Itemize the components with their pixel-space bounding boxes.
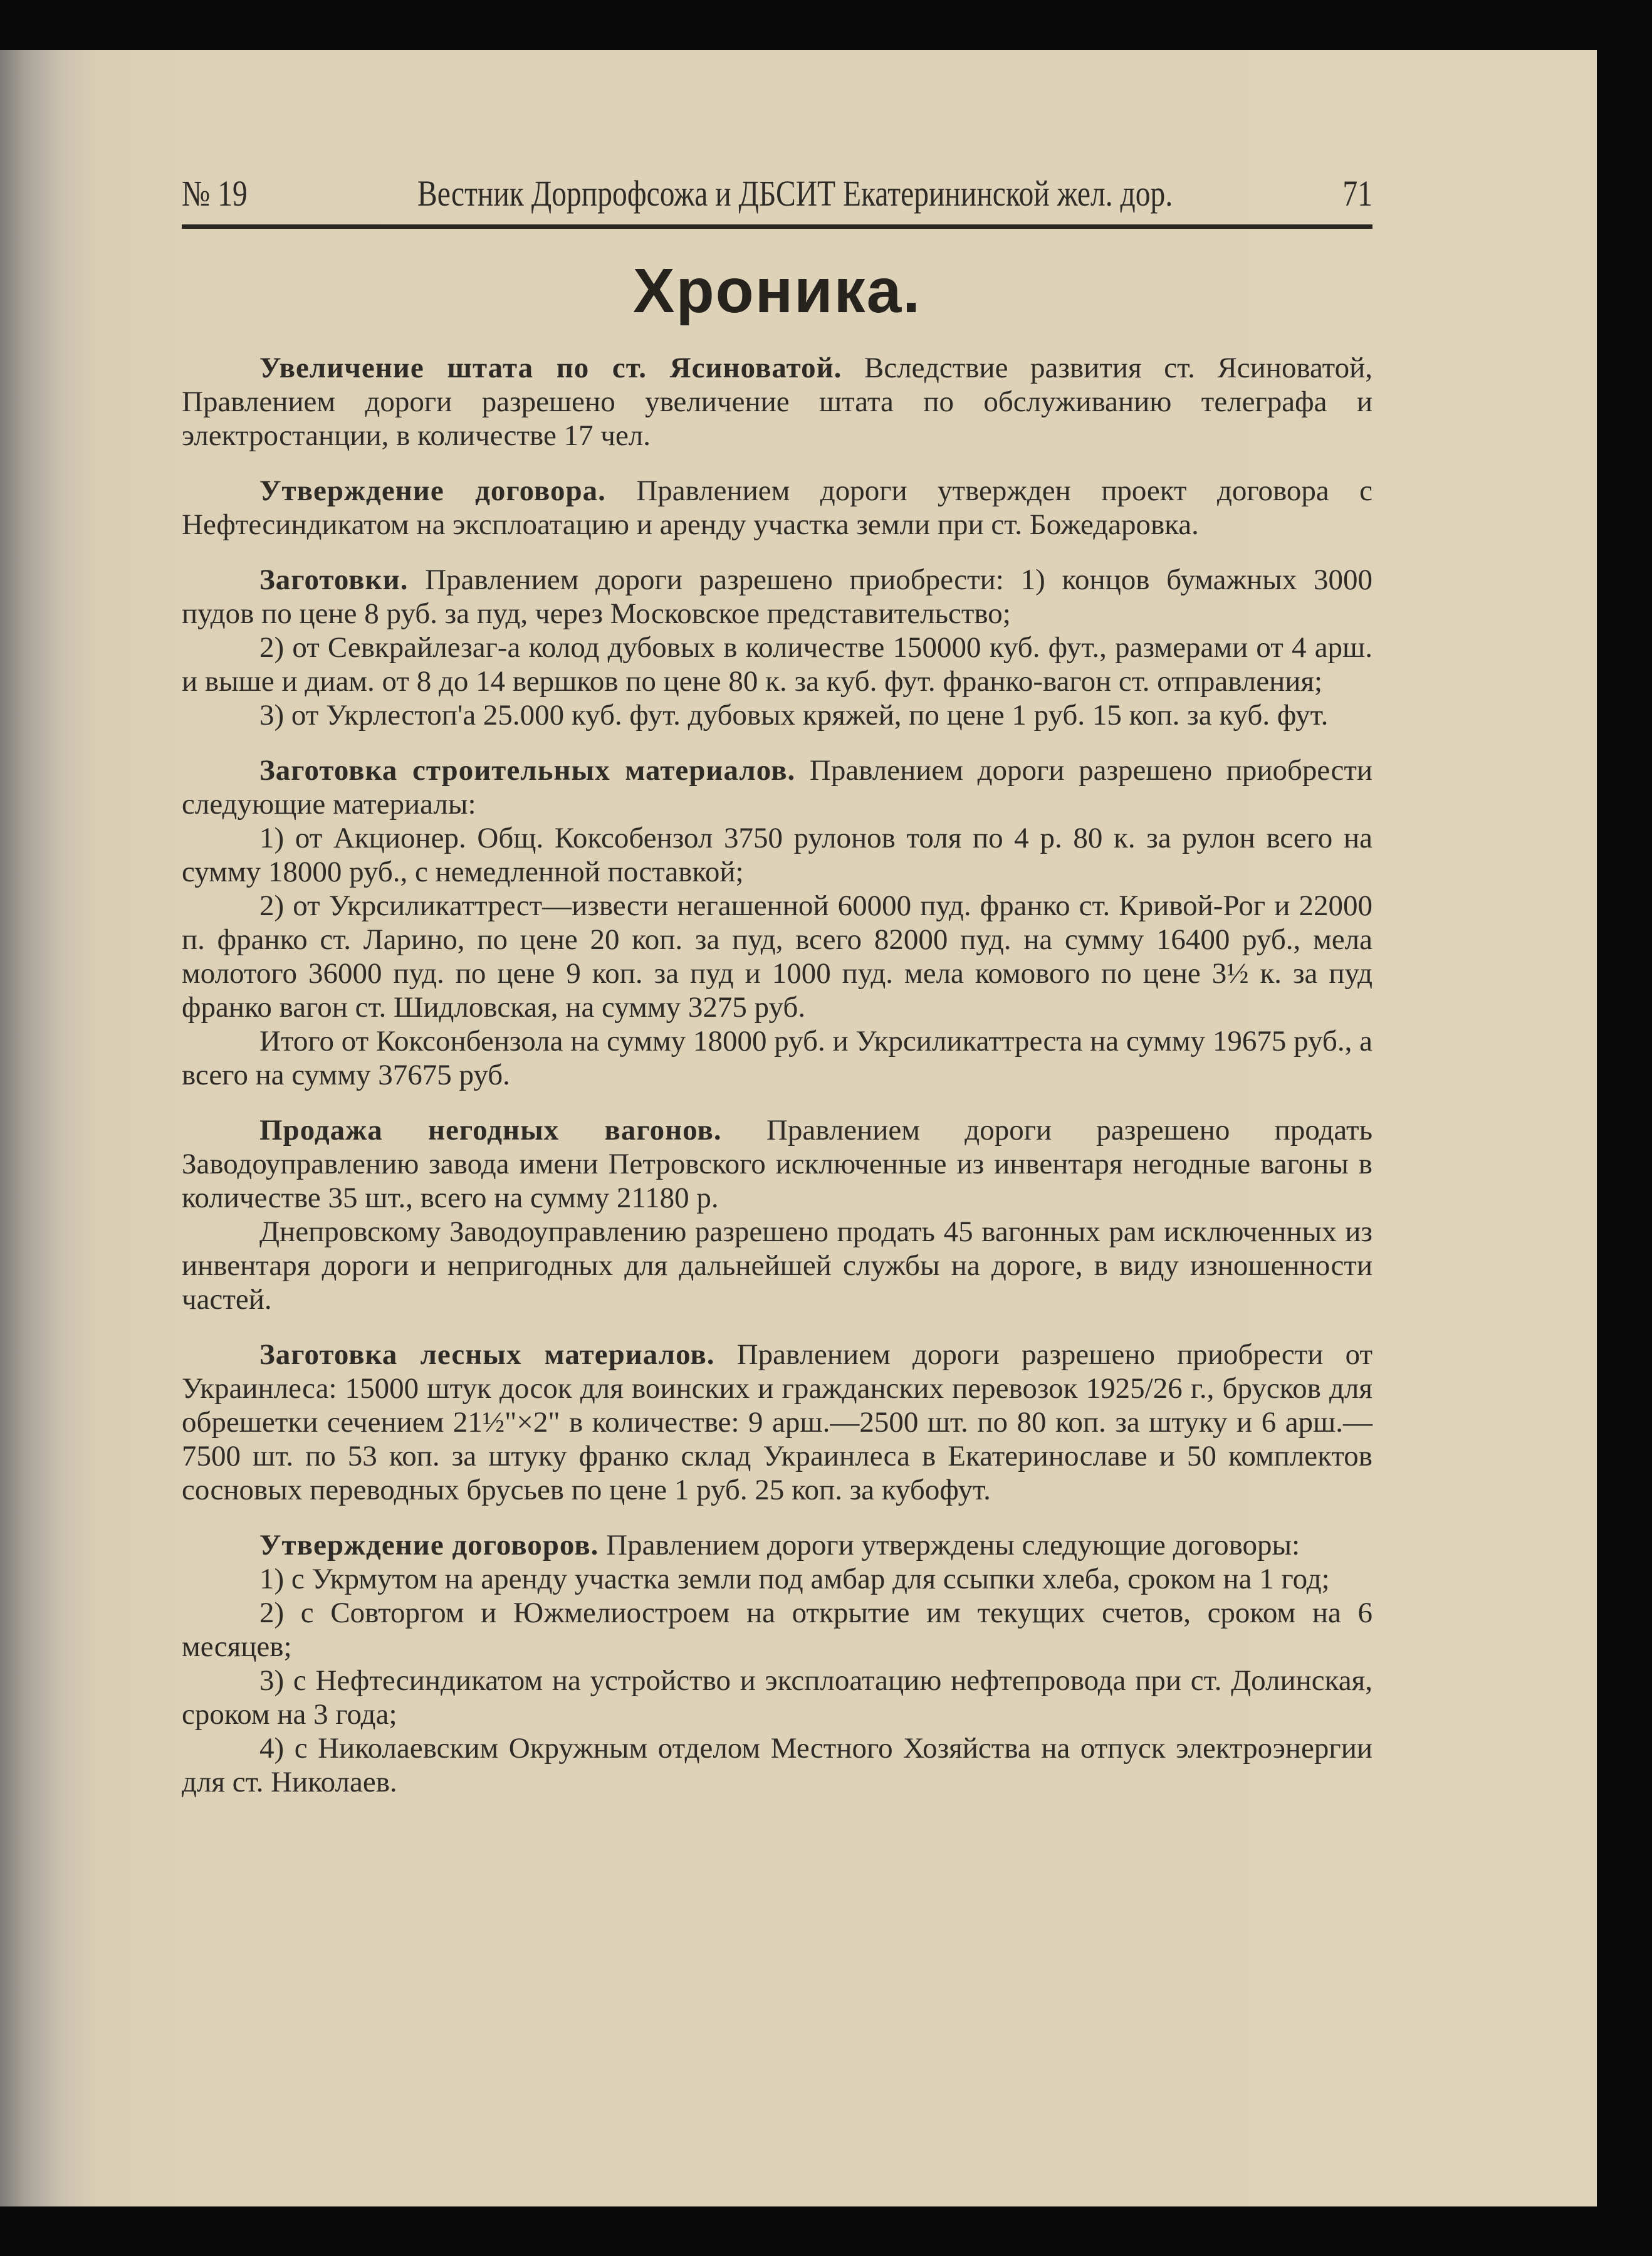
section-text: 2) от Севкрайлезаг-а колод дубовых в количестве 150000 куб. фут., размерами от 4 арш. и выше и диам. от 8 до 14 вершков по цене 80 к. за куб. фут. франко-вагон ст. отправления; [182,631,1372,698]
header-rule [182,224,1372,229]
section-heading: Утверждение договора. [259,475,606,507]
journal-title: Вестник Дорпрофсожа и ДБСИТ Екатерининской жел. дор. [417,173,1173,214]
section-lead-paragraph [182,351,1372,453]
section-paragraph [182,698,1372,732]
chronicle-section [182,753,1372,1092]
chronicle-section [182,1528,1372,1799]
section-text: Днепровскому Заводоуправлению разрешено продать 45 вагонных рам исключенных из инвентаря дороги и непригодных для дальнейшей службы на дороге, в виду изношенности частей. [182,1215,1372,1316]
section-text: Правлением дороги разрешено продать Заводоуправлению завода имени Петровского исключенные из инвентаря негодные вагоны в количестве 35 шт., всего на сумму 21180 р. [182,1114,1373,1214]
section-text: 3) с Нефтесиндикатом на устройство и эксплоатацию нефтепровода при ст. Долинская, сроком на 3 года; [182,1664,1372,1731]
chronicle-sections [182,351,1372,1799]
section-text: Правлением дороги разрешено приобрести от Украинлеса: 15000 штук досок для воинских и гражданских перевозок 1925/26 г., брусков для обрешетки сечением 21½"×2" в количестве: 9 арш.—2500 шт. по 80 коп. за штуку и 6 арш.—7500 шт. по 53 коп. за штуку франко склад Украинлеса в Екатеринославе и 50 комплектов сосновых переводных брусьев по цене 1 руб. 25 коп. за кубофут. [182,1338,1372,1506]
chronicle-section [182,563,1372,732]
issue-number: № 19 [182,173,248,214]
section-heading: Заготовка строительных материалов. [259,754,796,787]
section-lead-paragraph [182,1338,1372,1507]
section-text: Итого от Коксонбензола на сумму 18000 руб. и Укрсиликаттреста на сумму 19675 руб., а всего на сумму 37675 руб. [182,1025,1372,1091]
section-text: 4) с Николаевским Окружным отделом Местного Хозяйства на отпуск электроэнергии для ст. Николаев. [182,1732,1372,1798]
section-paragraph [182,631,1372,698]
section-paragraph [182,1562,1372,1596]
section-lead-paragraph [182,753,1372,821]
section-text: 3) от Укрлестоп'а 25.000 куб. фут. дубовых кряжей, по цене 1 руб. 15 коп. за куб. фут. [259,699,1329,732]
chronicle-section [182,351,1372,453]
section-paragraph [182,1215,1372,1316]
section-text: 1) с Укрмутом на аренду участка земли под амбар для ссыпки хлеба, сроком на 1 год; [259,1563,1330,1595]
section-text: Правлением дороги утвержден проект договора с Нефтесиндикатом на эксплоатацию и аренду участка земли при ст. Божедаровка. [182,475,1372,541]
page-content [182,172,1372,1820]
chronicle-section [182,474,1372,542]
chronicle-section [182,1338,1372,1507]
section-heading: Продажа негодных вагонов. [259,1114,722,1146]
section-text: 2) от Укрсиликаттрест—извести негашенной 60000 пуд. франко ст. Кривой-Рог и 22000 п. франко ст. Ларино, по цене 20 коп. за пуд, всего 82000 пуд. на сумму 16400 руб., мела молотого 36000 пуд. по цене 9 коп. за пуд и 1000 пуд. мела комового по цене 3½ к. за пуд франко вагон ст. Шидловская, на сумму 3275 руб. [182,889,1372,1024]
section-heading: Утверждение договоров. [259,1529,599,1561]
section-paragraph [182,1664,1372,1731]
journal-page [0,50,1597,2206]
section-paragraph [182,1596,1372,1664]
section-paragraph [182,821,1372,889]
page-number: 71 [1342,173,1372,214]
chronicle-section [182,1113,1372,1316]
section-text: 1) от Акционер. Общ. Коксобензол 3750 рулонов толя по 4 р. 80 к. за рулон всего на сумму 18000 руб., с немедленной поставкой; [182,822,1372,888]
section-heading: Заготовки. [259,564,409,596]
section-text: Правлением дороги разрешено приобрести следующие материалы: [182,754,1373,821]
section-text: Правлением дороги утверждены следующие договоры: [606,1529,1300,1561]
page-title: Хроника. [632,256,922,326]
section-lead-paragraph [182,1113,1372,1215]
section-text: Правлением дороги разрешено приобрести: 1) концов бумажных 3000 пудов по цене 8 руб. за пуд, через Московское представительство; [182,564,1372,630]
section-paragraph [182,1731,1372,1799]
section-lead-paragraph [182,1528,1372,1562]
running-header [182,172,1372,219]
section-lead-paragraph [182,474,1372,542]
section-paragraph [182,889,1372,1024]
section-lead-paragraph [182,563,1372,631]
section-heading: Увеличение штата по ст. Ясиноватой. [259,352,842,384]
section-text: Вследствие развития ст. Ясиноватой, Правлением дороги разрешено увеличение штата по обслуживанию телеграфа и электростанции, в количестве 17 чел. [182,352,1372,452]
section-paragraph [182,1024,1372,1092]
section-heading: Заготовка лесных материалов. [259,1338,715,1371]
section-text: 2) с Совторгом и Южмелиостроем на открытие им текущих счетов, сроком на 6 месяцев; [182,1597,1372,1663]
